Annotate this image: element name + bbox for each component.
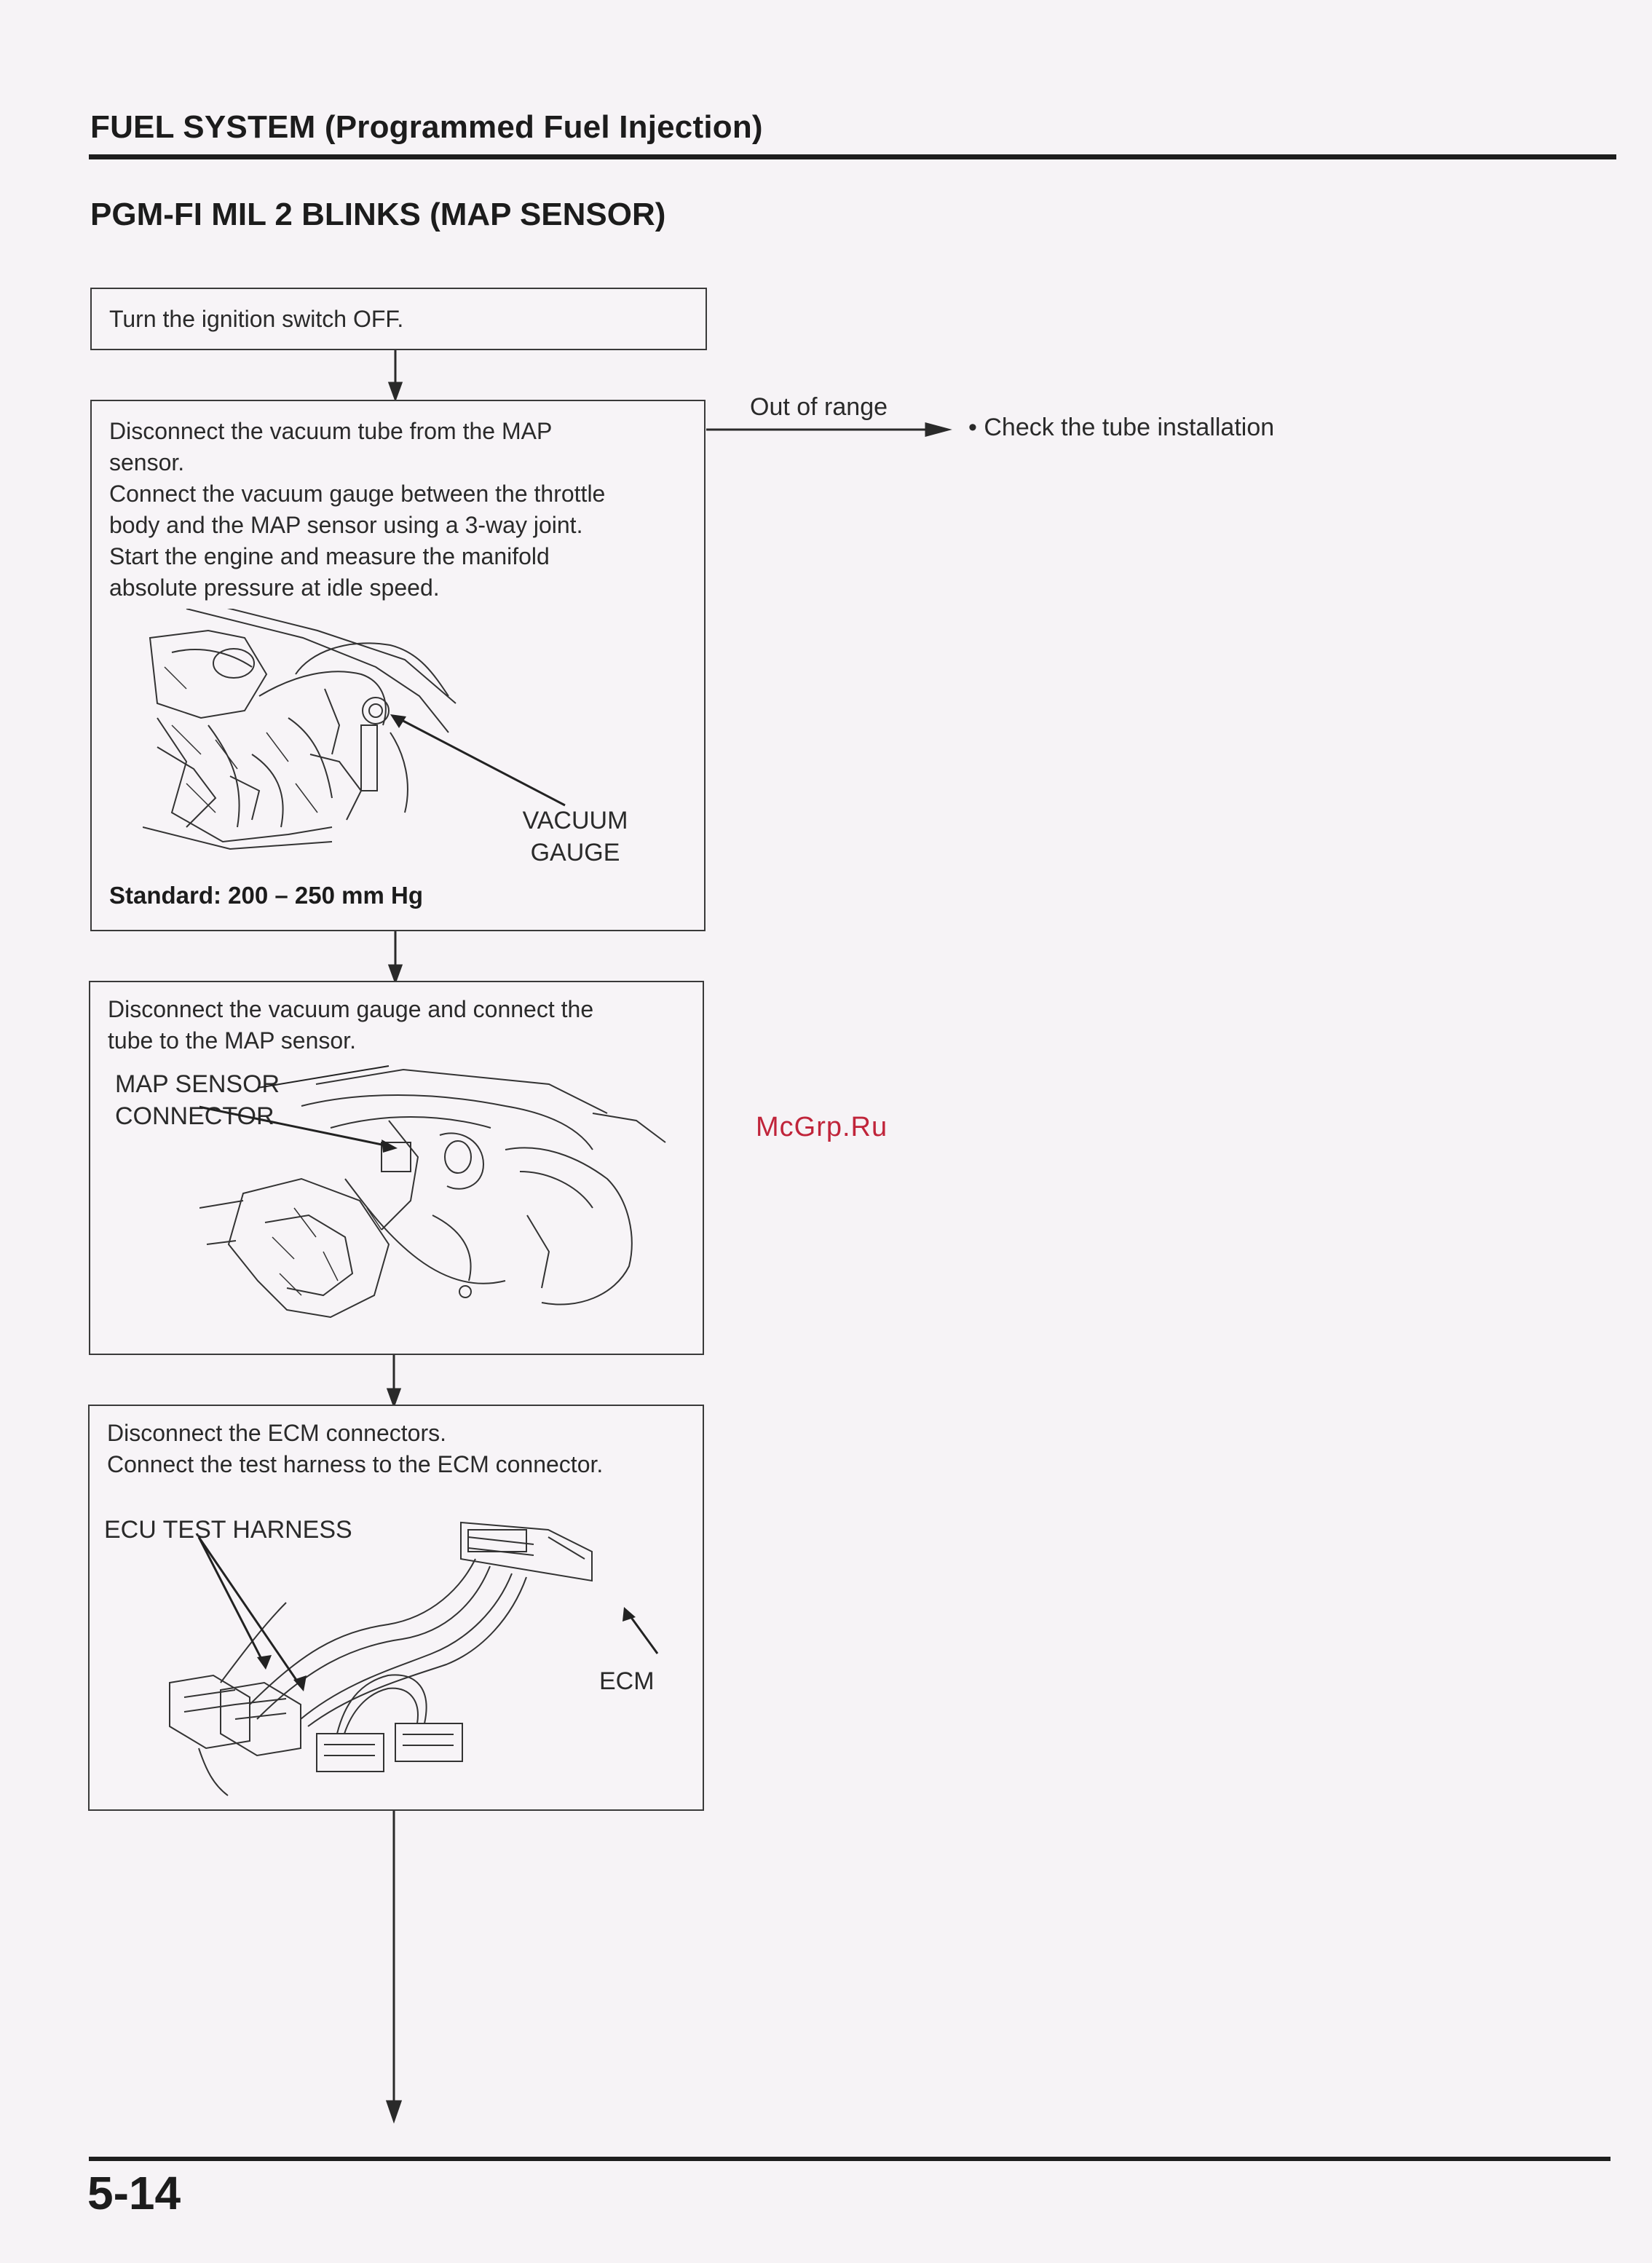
watermark-text: McGrp.Ru — [756, 1112, 888, 1142]
branch-result: • Check the tube installation — [968, 414, 1275, 441]
ecu-test-harness-callout: ECU TEST HARNESS — [104, 1516, 352, 1544]
ecm-callout: ECM — [599, 1667, 655, 1695]
step-3-line: Disconnect the vacuum gauge and connect the — [108, 996, 594, 1022]
arrowhead-1-2 — [390, 383, 401, 399]
vacuum-gauge-callout-line: GAUGE — [530, 839, 620, 866]
step-2-line: sensor. — [109, 449, 185, 475]
step-2-box — [90, 400, 706, 931]
arrowhead-3-4 — [388, 1389, 400, 1405]
step-4-box — [88, 1405, 704, 1811]
vacuum-gauge-illustration — [143, 609, 580, 856]
step-1-box — [90, 288, 707, 350]
step-3-line: tube to the MAP sensor. — [108, 1027, 356, 1054]
vacuum-gauge-callout — [517, 805, 633, 869]
step-2-line: Disconnect the vacuum tube from the MAP — [109, 418, 553, 444]
page-number: 5-14 — [87, 2167, 181, 2219]
arrowhead-4-next — [387, 2101, 400, 2120]
footer-rule — [89, 2157, 1610, 2161]
header-title: FUEL SYSTEM (Programmed Fuel Injection) — [90, 109, 763, 145]
arrowhead-2-3 — [390, 965, 401, 982]
step-2-line: body and the MAP sensor using a 3-way joint. — [109, 512, 583, 538]
step-4-line: Connect the test harness to the ECM connector. — [107, 1451, 604, 1477]
step-4-line: Disconnect the ECM connectors. — [107, 1420, 446, 1446]
standard-value: Standard: 200 – 250 mm Hg — [109, 882, 423, 909]
step-3-instructions — [108, 994, 690, 1057]
ecu-test-harness-illustration — [155, 1508, 708, 1799]
branch-label: Out of range — [750, 393, 888, 421]
step-2-line: Start the engine and measure the manifold — [109, 543, 550, 569]
step-1-text: Turn the ignition switch OFF. — [109, 306, 404, 332]
section-title: PGM-FI MIL 2 BLINKS (MAP SENSOR) — [90, 197, 666, 232]
map-sensor-illustration — [199, 1062, 695, 1339]
arrowhead-branch — [926, 424, 948, 435]
map-sensor-connector-callout-line: CONNECTOR — [115, 1102, 274, 1130]
step-2-line: absolute pressure at idle speed. — [109, 574, 440, 601]
step-2-line: Connect the vacuum gauge between the throttle — [109, 481, 606, 507]
step-4-instructions — [107, 1418, 697, 1480]
vacuum-gauge-callout-line: VACUUM — [522, 807, 628, 834]
map-sensor-connector-callout-line: MAP SENSOR — [115, 1070, 280, 1098]
step-3-box — [89, 981, 704, 1355]
step-2-instructions — [109, 416, 692, 604]
